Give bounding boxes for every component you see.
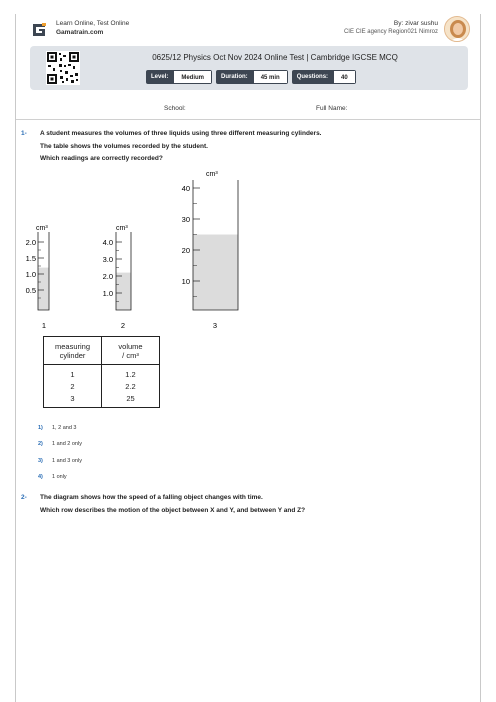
- author-name: By: zivar sushu: [393, 20, 438, 27]
- table-header-line: cylinder: [59, 350, 86, 360]
- question-2-line-1: The diagram shows how the speed of a falling object changes with time.: [40, 494, 263, 501]
- cylinder-1-tick: 1.0: [25, 270, 36, 279]
- answer-option-2[interactable]: [38, 441, 82, 447]
- cylinder-3-liquid: [193, 235, 238, 311]
- answer-option-4[interactable]: [38, 474, 67, 480]
- exam-header: [30, 46, 468, 90]
- cylinder-1-tick: 2.0: [25, 238, 36, 247]
- school-field-label: School:: [164, 105, 186, 112]
- level-value: Medium: [173, 70, 212, 84]
- exam-info-pills: [146, 70, 356, 84]
- questions-label: Questions:: [292, 70, 333, 84]
- table-header-line: volume: [118, 341, 143, 351]
- question-2-line-2: Which row describes the motion of the object between X and Y, and between Y and Z?: [40, 507, 306, 514]
- table-header-line: measuring: [54, 341, 91, 351]
- cylinder-2-tick: 2.0: [102, 272, 113, 281]
- full-name-field-label: Full Name:: [316, 105, 348, 112]
- author-org: CIE CIE agency Region021 Nimroz: [343, 29, 438, 35]
- option-text: 1 and 2 only: [52, 441, 82, 447]
- option-number: 2): [38, 441, 43, 447]
- duration-label: Duration:: [216, 70, 253, 84]
- question-1-line-2: The table shows the volumes recorded by the student.: [40, 143, 208, 150]
- question-1-line-1: A student measures the volumes of three liquids using three different measuring cylinders.: [40, 130, 322, 137]
- question-1-line-3: Which readings are correctly recorded?: [40, 155, 163, 162]
- table-row: [44, 393, 160, 407]
- cylinder-2: [103, 225, 131, 330]
- question-1-number: 1-: [21, 130, 27, 137]
- cylinder-2-label: 2: [120, 321, 126, 330]
- duration-value: 45 min: [253, 70, 288, 84]
- answer-option-1[interactable]: [38, 425, 76, 431]
- table-row: [44, 379, 160, 393]
- brand-site[interactable]: Gamatrain.com: [56, 29, 104, 36]
- table-cell: 2: [44, 379, 102, 393]
- option-number: 4): [38, 474, 43, 480]
- questions-pill: [292, 70, 356, 84]
- cylinder-3-tick: 30: [181, 215, 190, 224]
- table-header-cylinder: [44, 337, 102, 365]
- table-row: [44, 365, 160, 380]
- top-bar: [30, 18, 470, 44]
- level-pill: [146, 70, 212, 84]
- questions-value: 40: [333, 70, 356, 84]
- table-header-line: / cm³: [122, 350, 139, 360]
- gamatrain-logo-icon: [30, 22, 48, 38]
- volume-table: [43, 336, 160, 408]
- table-cell: 1.2: [102, 365, 160, 380]
- divider: [16, 119, 480, 120]
- avatar-portrait-icon: [445, 17, 470, 42]
- avatar: [444, 16, 470, 42]
- table-cell: 25: [102, 393, 160, 407]
- option-number: 3): [38, 458, 43, 464]
- qr-code-icon: [46, 51, 80, 85]
- cylinder-2-tick: 3.0: [102, 255, 113, 264]
- option-text: 1, 2 and 3: [52, 425, 77, 431]
- cylinder-3-label: 3: [212, 321, 218, 330]
- answer-option-3[interactable]: [38, 458, 82, 464]
- level-label: Level:: [146, 70, 173, 84]
- table-cell: 2.2: [102, 379, 160, 393]
- cylinder-2-tick: 1.0: [102, 289, 113, 298]
- cylinder-3-tick: 20: [181, 246, 190, 255]
- duration-pill: [216, 70, 288, 84]
- cylinder-3-unit: cm³: [206, 171, 218, 178]
- table-header-volume: [102, 337, 160, 365]
- cylinder-3-tick: 10: [181, 277, 190, 286]
- table-cell: 3: [44, 393, 102, 407]
- question-2-number: 2-: [21, 494, 27, 501]
- brand-tagline: Learn Online, Test Online: [56, 20, 130, 27]
- cylinder-2-liquid: [116, 273, 131, 310]
- cylinder-3-tick: 40: [181, 184, 190, 193]
- cylinder-1-tick: 0.5: [25, 286, 36, 295]
- option-text: 1 only: [52, 474, 67, 480]
- cylinder-3: [182, 171, 238, 330]
- option-number: 1): [38, 425, 43, 431]
- cylinder-1-tick: 1.5: [25, 254, 36, 263]
- cylinder-2-unit: cm³: [116, 225, 128, 232]
- cylinder-1-unit: cm³: [36, 225, 48, 232]
- cylinder-2-tick: 4.0: [102, 238, 113, 247]
- cylinder-1: [26, 225, 49, 330]
- table-cell: 1: [44, 365, 102, 380]
- option-text: 1 and 3 only: [52, 458, 82, 464]
- cylinder-1-label: 1: [41, 321, 47, 330]
- exam-title: 0625/12 Physics Oct Nov 2024 Online Test | Cambridge IGCSE MCQ: [152, 53, 398, 62]
- measuring-cylinders-diagram: [20, 166, 250, 332]
